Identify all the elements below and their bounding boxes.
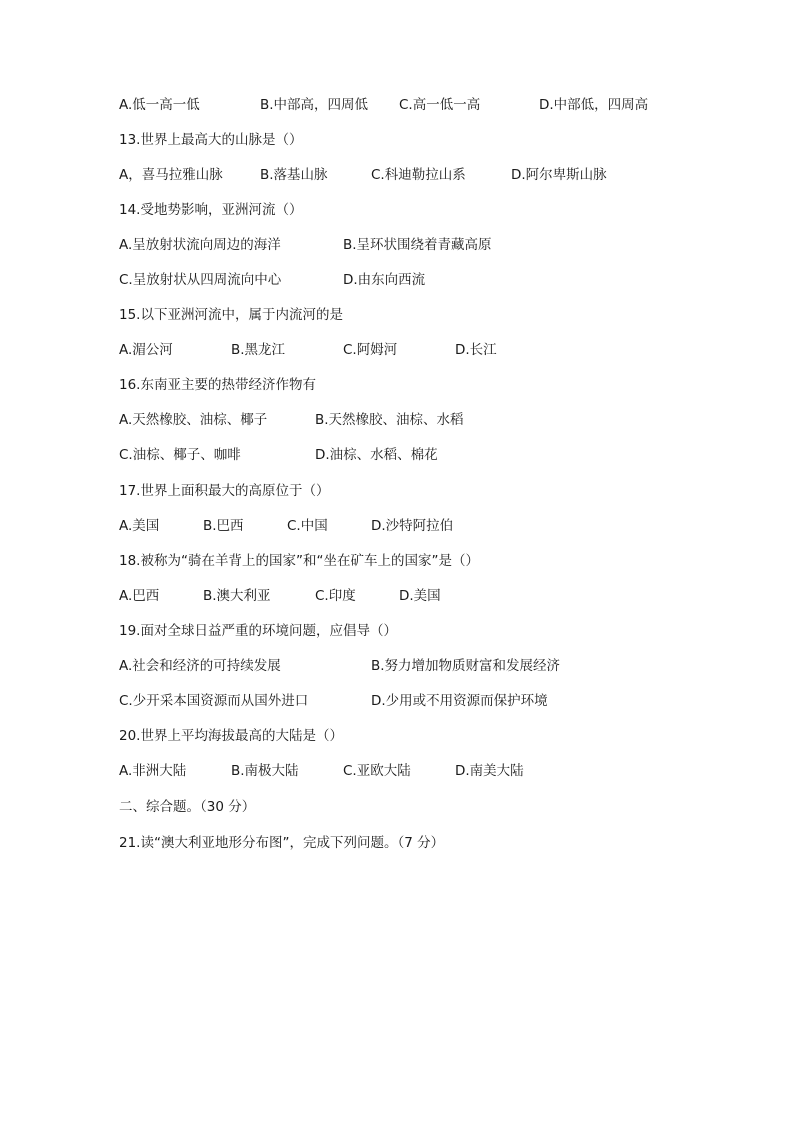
option-c: C.高一低一高 — [399, 97, 481, 113]
option-a: A.湄公河 — [119, 342, 173, 358]
option-d: D.阿尔卑斯山脉 — [511, 167, 607, 183]
option-d: D.中部低，四周高 — [539, 97, 649, 113]
option-c: C.中国 — [287, 518, 328, 534]
option-c: C.阿姆河 — [343, 342, 398, 358]
option-c: C.亚欧大陆 — [343, 763, 411, 779]
option-b: B.中部高，四周低 — [260, 97, 369, 113]
option-b: B.巴西 — [203, 518, 244, 534]
option-c: C.少开采本国资源而从国外进口 — [119, 693, 309, 709]
section-heading: 二、综合题。（30 分） — [119, 799, 256, 815]
option-a: A.社会和经济的可持续发展 — [119, 658, 281, 674]
option-c: C.印度 — [315, 588, 356, 604]
option-d: D.由东向西流 — [343, 272, 426, 288]
option-a: A.美国 — [119, 518, 160, 534]
q14-stem: 14.受地势影响，亚洲河流（） — [119, 202, 303, 218]
option-b: B.落基山脉 — [260, 167, 328, 183]
option-d: D.美国 — [399, 588, 441, 604]
option-c: C.油棕、椰子、咖啡 — [119, 447, 241, 463]
q13-stem: 13.世界上最高大的山脉是（） — [119, 132, 303, 148]
option-a: A.非洲大陆 — [119, 763, 187, 779]
option-b: B.澳大利亚 — [203, 588, 271, 604]
q20-stem: 20.世界上平均海拔最高的大陆是（） — [119, 728, 343, 744]
option-b: B.黑龙江 — [231, 342, 286, 358]
q16-stem: 16.东南亚主要的热带经济作物有 — [119, 377, 316, 393]
option-a: A.巴西 — [119, 588, 160, 604]
option-a: A.呈放射状流向周边的海洋 — [119, 237, 281, 253]
option-b: B.天然橡胶、油棕、水稻 — [315, 412, 464, 428]
q21-stem: 21.读“澳大利亚地形分布图”，完成下列问题。（7 分） — [119, 835, 445, 851]
q15-stem: 15.以下亚洲河流中，属于内流河的是 — [119, 307, 343, 323]
option-c: C.呈放射状从四周流向中心 — [119, 272, 282, 288]
option-c: C.科迪勒拉山系 — [371, 167, 466, 183]
option-b: B.呈环状围绕着青藏高原 — [343, 237, 492, 253]
q17-stem: 17.世界上面积最大的高原位于（） — [119, 483, 330, 499]
option-a: A.天然橡胶、油棕、椰子 — [119, 412, 268, 428]
option-a: A，喜马拉雅山脉 — [119, 167, 223, 183]
q18-stem: 18.被称为“骑在羊背上的国家”和“坐在矿车上的国家”是（） — [119, 553, 479, 569]
option-d: D.油棕、水稻、棉花 — [315, 447, 438, 463]
option-d: D.南美大陆 — [455, 763, 524, 779]
option-d: D.长江 — [455, 342, 497, 358]
option-d: D.沙特阿拉伯 — [371, 518, 454, 534]
option-a: A.低一高一低 — [119, 97, 200, 113]
q19-stem: 19.面对全球日益严重的环境问题，应倡导（） — [119, 623, 397, 639]
option-d: D.少用或不用资源而保护环境 — [371, 693, 548, 709]
option-b: B.南极大陆 — [231, 763, 299, 779]
option-b: B.努力增加物质财富和发展经济 — [371, 658, 561, 674]
